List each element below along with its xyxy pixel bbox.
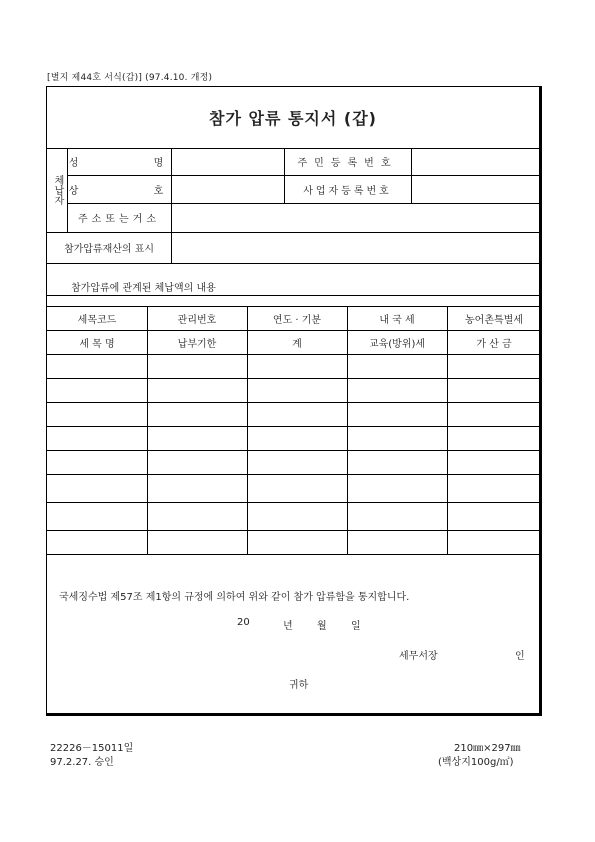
table-cell[interactable] — [347, 378, 447, 402]
title-box — [47, 87, 539, 149]
seized-property-field[interactable] — [171, 232, 541, 263]
trade-name-label: 상 호 — [68, 185, 200, 197]
paper-size: 210㎜×297㎜ — [454, 743, 521, 754]
column-header: 가 산 금 — [476, 338, 512, 350]
table-cell[interactable] — [347, 530, 447, 554]
address-label: 주소또는거소 — [78, 214, 160, 225]
column-header: 세 목 명 — [79, 338, 115, 350]
table-cell[interactable] — [347, 474, 447, 502]
column-header: 연도 · 기분 — [272, 314, 322, 326]
table-cell[interactable] — [347, 426, 447, 450]
table-cell[interactable] — [347, 402, 447, 426]
table-cell[interactable] — [147, 426, 247, 450]
page-title: 참가 압류 통지서 (갑) — [209, 109, 377, 128]
table-cell[interactable] — [447, 426, 541, 450]
form-code: 22226－15011일 — [50, 743, 134, 754]
form-number-note: [별지 제44호 서식(갑)] (97.4.10. 개정) — [47, 73, 213, 83]
column-header: 교육(방위)세 — [368, 338, 426, 350]
date-month-suffix: 월 — [317, 621, 327, 632]
table-cell[interactable] — [447, 450, 541, 474]
approval-date: 97.2.27. 승인 — [50, 757, 114, 768]
table-cell[interactable] — [147, 502, 247, 530]
column-header: 세목코드 — [77, 314, 117, 326]
table-cell[interactable] — [47, 474, 147, 502]
date-year: 20 — [237, 617, 250, 628]
column-header: 내 국 세 — [379, 314, 415, 326]
table-cell[interactable] — [247, 502, 347, 530]
table-cell[interactable] — [147, 474, 247, 502]
table-cell[interactable] — [247, 354, 347, 378]
table-cell[interactable] — [147, 354, 247, 378]
table-cell[interactable] — [447, 502, 541, 530]
table-cell[interactable] — [347, 502, 447, 530]
notice-form — [46, 86, 542, 716]
tax-office-chief: 세무서장 — [399, 651, 438, 662]
table-rule-h — [47, 554, 541, 555]
table-cell[interactable] — [47, 530, 147, 554]
column-header: 농어촌특별세 — [465, 314, 523, 326]
column-header: 관리번호 — [177, 314, 217, 326]
table-cell[interactable] — [447, 402, 541, 426]
name-field[interactable] — [171, 148, 284, 175]
table-cell[interactable] — [347, 450, 447, 474]
table-cell[interactable] — [147, 530, 247, 554]
table-cell[interactable] — [247, 378, 347, 402]
table-cell[interactable] — [147, 378, 247, 402]
seized-property-label: 참가압류재산의 표시 — [63, 244, 155, 255]
table-cell[interactable] — [447, 354, 541, 378]
table-cell[interactable] — [47, 402, 147, 426]
table-cell[interactable] — [247, 426, 347, 450]
table-cell[interactable] — [447, 530, 541, 554]
resident-id-field[interactable] — [411, 148, 541, 175]
table-cell[interactable] — [47, 354, 147, 378]
table-cell[interactable] — [147, 450, 247, 474]
notice-statement: 국세징수법 제57조 제1항의 규정에 의하여 위와 같이 참가 압류함을 통지합니다. — [59, 592, 410, 603]
column-header: 계 — [292, 338, 302, 350]
table-cell[interactable] — [447, 474, 541, 502]
name-label: 성 명 — [68, 158, 200, 169]
table-cell[interactable] — [47, 502, 147, 530]
seal-mark: 인 — [515, 651, 525, 662]
date-day-suffix: 일 — [351, 621, 361, 632]
date-year-suffix: 년 — [283, 621, 293, 632]
table-cell[interactable] — [147, 402, 247, 426]
table-cell[interactable] — [347, 354, 447, 378]
table-cell[interactable] — [447, 378, 541, 402]
table-cell[interactable] — [247, 450, 347, 474]
table-cell[interactable] — [47, 378, 147, 402]
taxpayer-group-label: 체납자 — [52, 175, 63, 205]
trade-name-field[interactable] — [171, 175, 284, 203]
business-reg-label: 사업자등록번호 — [303, 185, 392, 197]
table-cell[interactable] — [247, 474, 347, 502]
arrears-section-title: 참가압류에 관계된 체납액의 내용 — [71, 283, 216, 294]
recipient-honorific: 귀하 — [289, 680, 309, 691]
resident-id-label: 주민등록번호 — [297, 158, 398, 169]
table-cell[interactable] — [247, 402, 347, 426]
business-reg-field[interactable] — [411, 175, 541, 203]
column-header: 납부기한 — [177, 338, 217, 350]
table-cell[interactable] — [47, 426, 147, 450]
table-cell[interactable] — [47, 450, 147, 474]
address-field[interactable] — [171, 203, 541, 232]
paper-spec: (백상지100g/㎡) — [438, 757, 514, 768]
table-cell[interactable] — [247, 530, 347, 554]
